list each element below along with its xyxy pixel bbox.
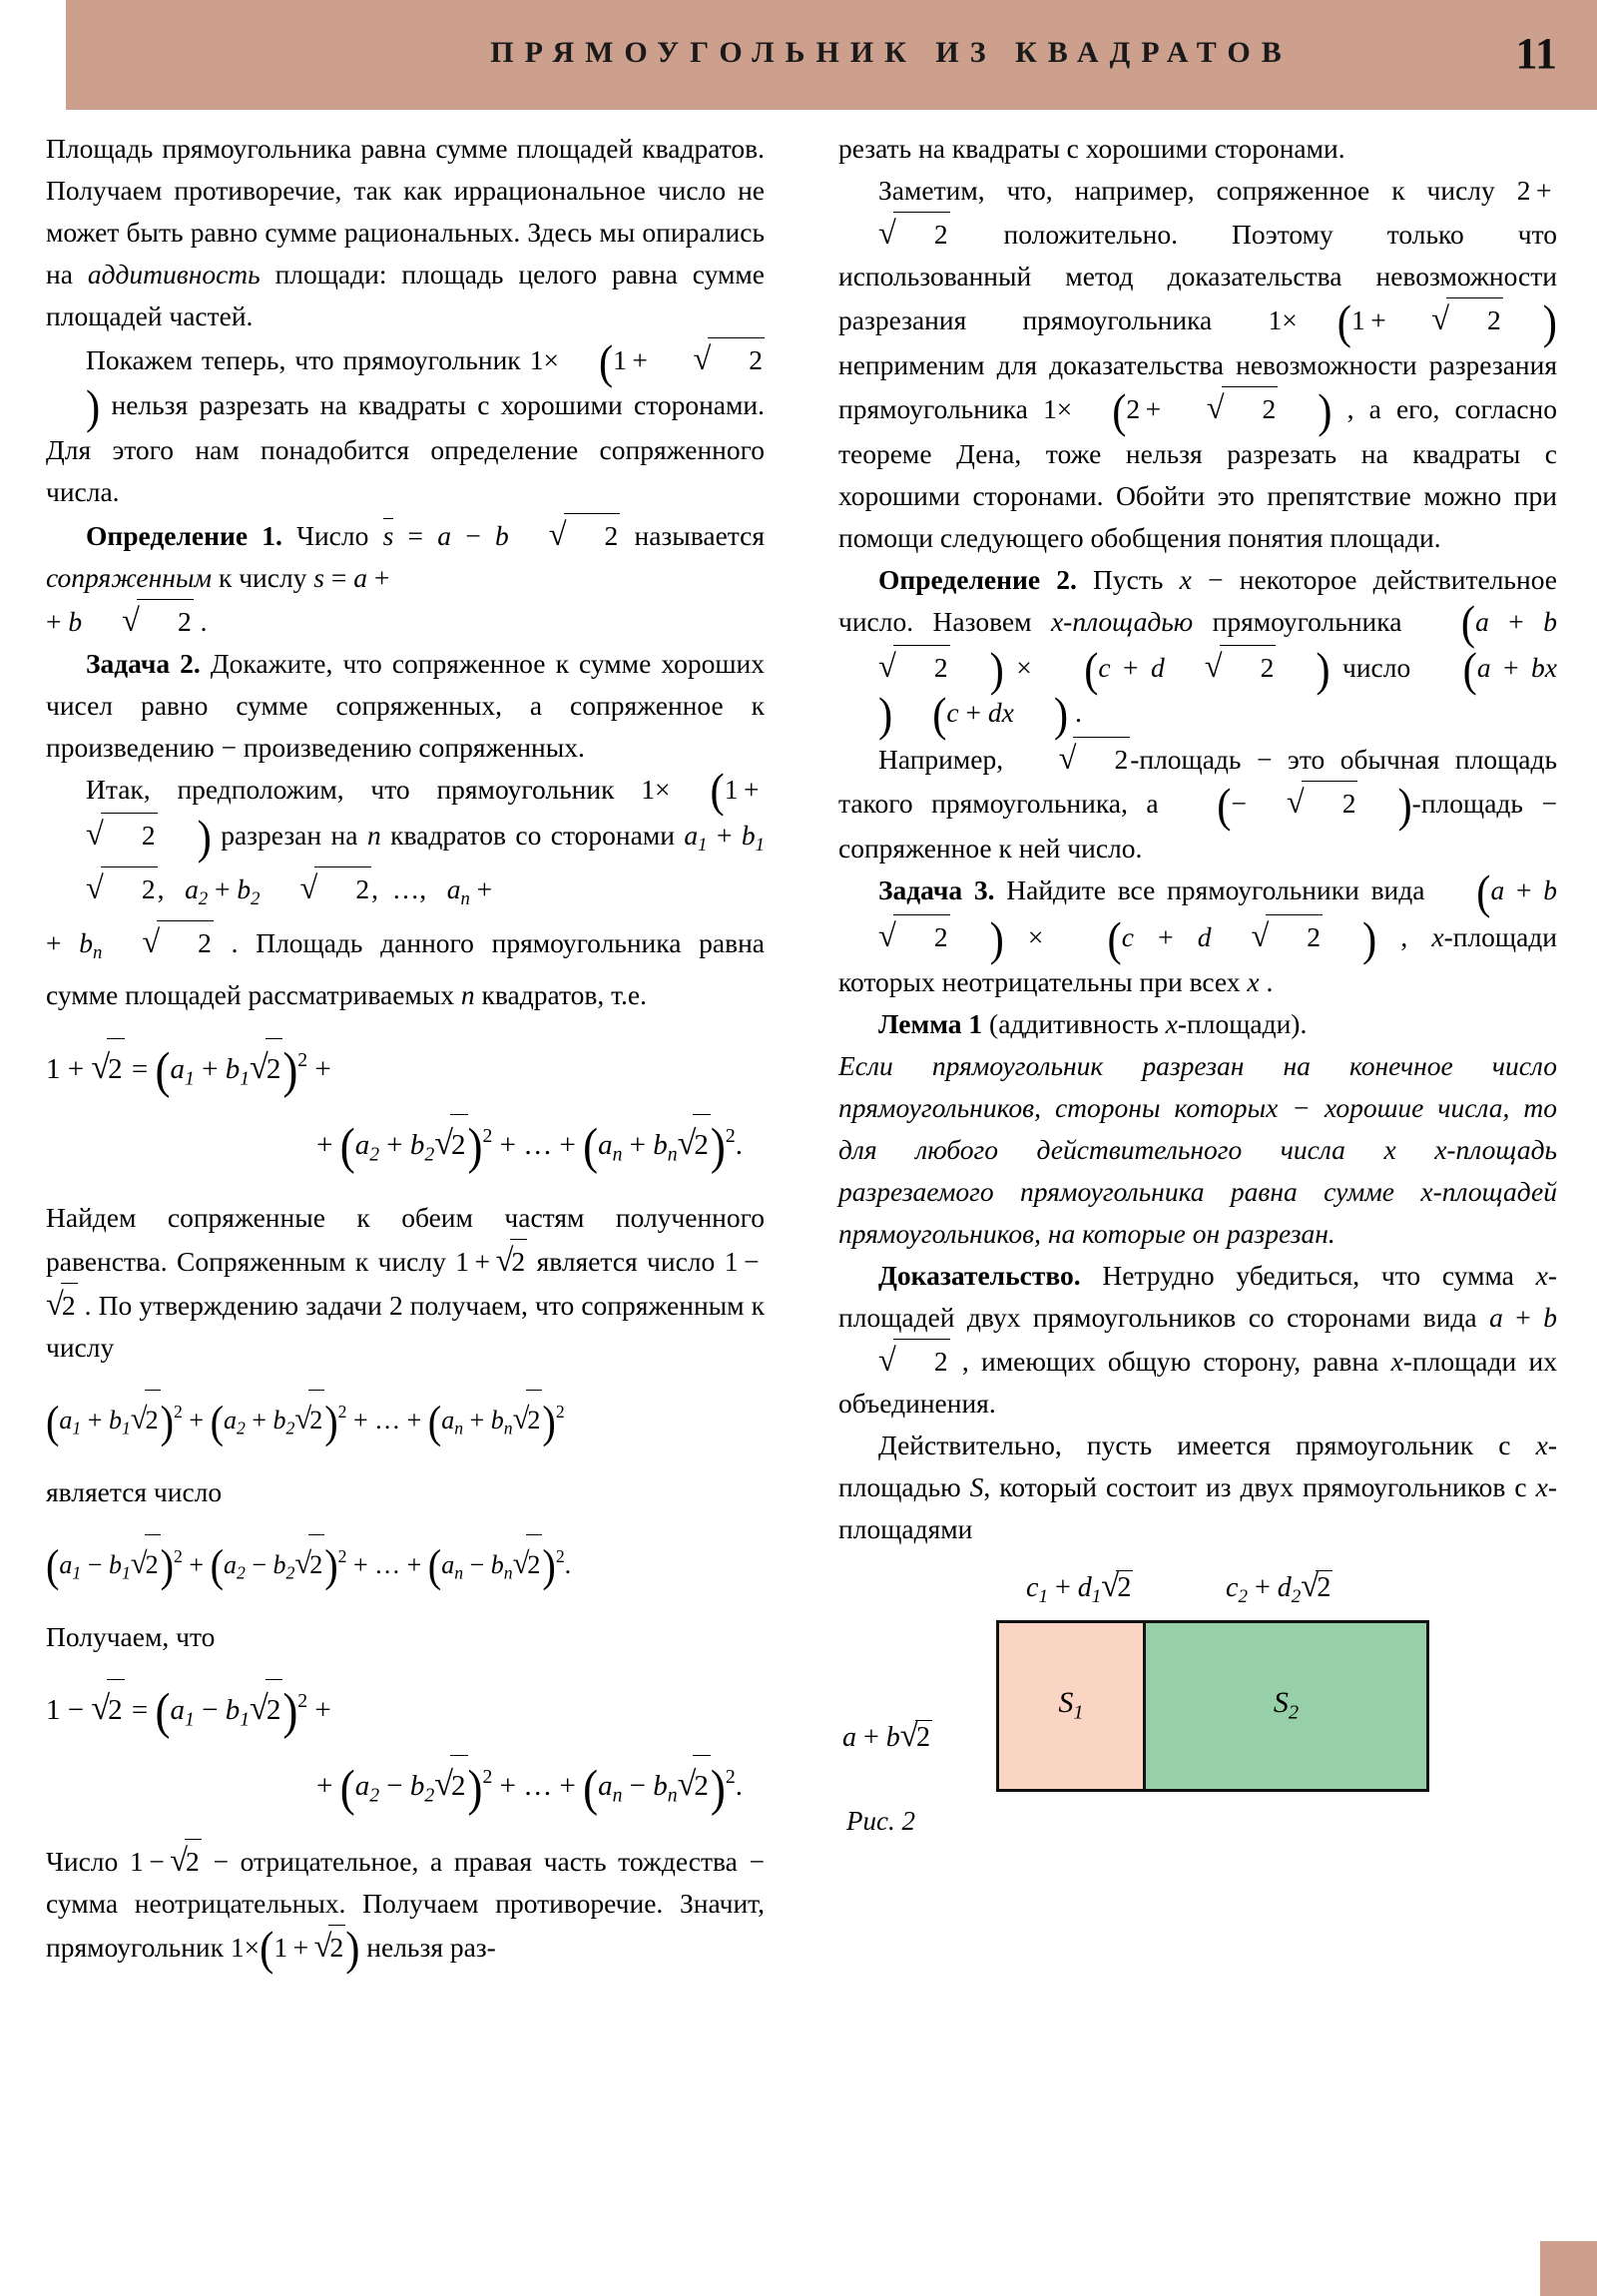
task-2-label: Задача 2. [86, 647, 201, 679]
text-emphasis-x-area: x-площадью [1050, 605, 1194, 637]
math-var-S: S [969, 1470, 984, 1502]
equation-conjugate-rhs: $(a_1 - b_1√2)^2 + (a_2 - b_2√2)^2$ + … + $(a_n - b_n√2)^2$. [46, 1527, 765, 1602]
text-run: квадратов со сторонами [380, 820, 685, 852]
paragraph-is-number: является число [46, 1475, 223, 1507]
math-2-plus-sqrt2: 2 + √ 2 [838, 175, 1557, 250]
math-var-x: x [1179, 563, 1192, 595]
math-s-equals: s = a + [313, 561, 390, 593]
text-run: число [1330, 652, 1423, 684]
text-run: -площадь − сопряженное к ней число. [838, 788, 1558, 863]
math-var-x-4: x [1165, 1007, 1178, 1039]
definition-1-label: Определение 1. [86, 519, 282, 551]
text-run: -площадями [838, 1470, 1558, 1544]
math-inline-1x1plussqrt2: 1× (1 + √ 2) [86, 335, 763, 434]
math-1-minus-sqrt2: 1 − √2 [46, 1246, 765, 1321]
text-run: . [1259, 965, 1274, 997]
paragraph-definition-2 [838, 559, 1558, 742]
math-inline-1x2plussqrt2: 1× (2 + √ 2 ) [1042, 384, 1332, 438]
text-run: . [1068, 697, 1082, 729]
math-minus-sqrt2: (− √ 2 ) [1217, 779, 1412, 833]
equation-conjugate-lhs: $(a_1 + b_1√2)^2 + (a_2 + b_2√2)^2$ + … + $(a_n + b_n√2)^2$ [46, 1383, 765, 1457]
text-run: Нетрудно убедиться, что сумма [1080, 1259, 1536, 1291]
paragraph-lemma-statement: Если прямоугольник разрезан на конечное число прямоугольников, стороны которых − хорошие числа, то для любого действительного числа x x-площадь разрезаемого прямоугольника равна сумме x-площадей прямоугольников, на которые он разрезан. [838, 1049, 1557, 1249]
math-plus-bsqrt2: + b √ 2 [46, 606, 194, 637]
text-run: к числу [212, 561, 314, 593]
text-run: -площадью [838, 1429, 1557, 1502]
paragraph-lemma-1 [838, 1003, 1557, 1045]
text-run: площади: площадь целого равна сумме площадей частей. [46, 259, 765, 331]
math-inline-1x1plussqrt2-c: 1×(1 + √2) [230, 1923, 360, 1977]
figure-cell-s1 [999, 1623, 1146, 1789]
math-sides-list: $a_1 + b_1√$ 2, $a_2 + b_2$ √ 2, …, $a_n$ + [86, 820, 766, 910]
text-run: − некоторое действительное число. Назовем [838, 563, 1557, 637]
paragraph-definition-1 [46, 513, 765, 643]
math-var-n2: n [460, 979, 475, 1011]
math-var-x-8: x [1535, 1470, 1548, 1502]
text-run: неприменим для доказательства невозможности разрезания прямоугольника [838, 348, 1557, 424]
paragraph-we-get: Получаем, что [46, 1620, 216, 1652]
definition-2-label: Определение 2. [878, 563, 1077, 595]
paragraph-example-sqrt2-area [838, 737, 1557, 869]
math-abx-cdx: (a + bx) (c + dx ) [878, 644, 1558, 742]
figure-label-a-plus-b-sqrt2: a + b√2 [842, 1717, 930, 1754]
math-inline-1x1plussqrt2-b: 1× (1 + √ 2 ) [86, 765, 765, 865]
text-run: Покажем теперь, что прямоугольник [86, 344, 530, 375]
figure-cell-s1-label: $S_1$ [1058, 1686, 1084, 1724]
text-run: , а его, согласно теореме Дена, тоже нельзя разрезать на квадраты с хорошими сторонами. Обойти это препятствие можно при помощи следующего обобщения понятия площади. [838, 392, 1557, 553]
text-run: -площади). [1177, 1007, 1308, 1039]
text-run: . [193, 605, 208, 637]
text-run: . Площадь данного прямоугольника равна сумме площадей рассматриваемых [46, 927, 765, 1011]
text-run: Число [46, 1845, 130, 1877]
text-run: -площади их объединения. [838, 1345, 1557, 1419]
math-var-x-5: x [1535, 1259, 1548, 1291]
paragraph-assume-cut [46, 765, 766, 1017]
paragraph-show-rectangle [46, 337, 765, 513]
text-run: разрезан на [211, 820, 367, 852]
page-header-bar [66, 0, 1597, 110]
text-run: нельзя раз- [359, 1931, 496, 1963]
text-emphasis-additivity: аддитивность [87, 259, 261, 289]
page-corner-accent [1540, 2241, 1597, 2296]
text-run: Пусть [1076, 563, 1180, 595]
text-run: является число [527, 1246, 725, 1278]
text-run: . По утверждению задачи 2 получаем, что сопряженным к числу [46, 1290, 765, 1364]
paragraph-contradiction [46, 1839, 765, 1977]
text-run: Например, [878, 744, 1019, 776]
text-run: положительно. Поэтому только что использованный метод доказательства невозможности разрезания прямоугольника [838, 219, 1557, 335]
figure-cell-s2 [1146, 1623, 1426, 1789]
figure-cell-s2-label: $S_2$ [1273, 1686, 1300, 1724]
text-run: Площадь прямоугольника равна сумме площадей квадратов. Получаем противоречие, так как иррациональное число не может быть равно сумме рациональных. Здесь мы опирались на [46, 133, 765, 289]
math-var-x-3: x [1247, 965, 1260, 997]
text-run: называется [620, 519, 765, 551]
text-emphasis-conjugate: сопряженным [46, 561, 213, 593]
figure-caption: Рис. 2 [846, 1805, 915, 1836]
task-3-label: Задача 3. [878, 873, 995, 905]
figure-label-c1-d1: $c_1 + d_1√2$ [1026, 1567, 1132, 1607]
text-run: -площадь − это обычная площадь такого прямоугольника, а [838, 744, 1557, 820]
figure-top-labels [838, 1568, 1557, 1614]
paragraph-cut-continuation: резать на квадраты с хорошими сторонами. [838, 133, 1345, 164]
text-run: прямоугольника [1193, 605, 1421, 637]
text-run: Найдем сопряженные к обеим частям полученного равенства. Сопряженным к числу [46, 1202, 765, 1278]
math-a-plus-b-sqrt2: a + b√ 2 [838, 1302, 1557, 1377]
text-run: Найдите все прямоугольники вида [994, 873, 1437, 905]
text-run: -площадей двух прямоугольников со сторонами вида [838, 1259, 1557, 1333]
math-product-a-b-c-d-2: (a + b√ 2 ) × (c + d √ 2 ) [878, 865, 1557, 966]
text-run: , имеющих общую сторону, равна [949, 1345, 1391, 1377]
figure-2 [838, 1568, 1557, 1868]
figure-label-c2-d2: $c_2 + d_2√2$ [1226, 1567, 1331, 1607]
text-run: Действительно, пусть имеется прямоугольник с [878, 1429, 1536, 1460]
paragraph-indeed [838, 1425, 1557, 1550]
paragraph-task-3 [838, 865, 1558, 1003]
math-var-x-7: x [1535, 1429, 1548, 1460]
math-product-a-b-c-d: (a + b√ 2 ) × (c + d √ 2 ) [878, 597, 1557, 698]
math-plus-bn-sqrt2: + $b_n$ √ 2 [46, 927, 214, 958]
text-run: -площади которых неотрицательны при всех [838, 920, 1558, 997]
text-run: Заметим, что, например, сопряженное к числу [878, 175, 1517, 206]
page-title: ПРЯМОУГОЛЬНИК ИЗ КВАДРАТОВ [490, 36, 1293, 69]
math-var-x-2: x [1431, 920, 1444, 952]
paragraph-area-sum [46, 128, 765, 337]
right-column [838, 128, 1557, 1868]
text-run: Докажите, что сопряженное к сумме хороших чисел равно сумме сопряженных, а сопряженное к произведению − произведению сопряженных. [46, 647, 765, 763]
paragraph-task-2 [46, 643, 765, 769]
math-1-minus-sqrt2-b: 1 − √2 [130, 1846, 202, 1877]
text-run: , который состоит из двух прямоугольников с [983, 1470, 1536, 1502]
figure-rectangle [996, 1620, 1429, 1792]
paragraph-proof [838, 1255, 1557, 1425]
math-1-plus-sqrt2: 1 + √2 [455, 1246, 527, 1277]
math-conjugate-def: s = a − b √ 2 [383, 520, 621, 551]
equation-1-minus-sqrt2: $1 - √2 = (a_1 - b_1√2)^2$ + + $(a_2 - b_2√2)^2$ + … + $(a_n - b_n√2)^2$. [46, 1672, 765, 1825]
text-run: квадратов, т.е. [474, 979, 648, 1011]
math-sqrt2: √ 2 [1019, 744, 1131, 775]
left-column [46, 128, 766, 1977]
text-run: , [1376, 920, 1432, 952]
text-run: Итак, предположим, что прямоугольник [86, 773, 642, 805]
page-number: 11 [1515, 29, 1557, 78]
page-body [0, 110, 1597, 2296]
equation-area-sum-of-squares: $1 + √2 = (a_1 + b_1√2)^2$ + + $(a_2 + b_2√2)^2$ + … + $(a_n + b_n√2)^2$. [46, 1030, 765, 1183]
math-inline-1x1plussqrt2-d: 1× (1 + √ 2 ) [1268, 295, 1557, 349]
lemma-1-label: Лемма 1 [878, 1007, 983, 1039]
paragraph-note-conjugate [838, 170, 1557, 559]
text-run: Число [281, 519, 383, 551]
text-run: (аддитивность [982, 1007, 1166, 1039]
paragraph-find-conjugates [46, 1197, 765, 1369]
math-var-x-6: x [1390, 1345, 1403, 1377]
text-run: нельзя разрезать на квадраты с хорошими сторонами. Для этого нам понадобится определение сопряженного числа. [46, 388, 765, 507]
proof-label: Доказательство. [878, 1259, 1081, 1291]
text-run: − отрицательное, а правая часть тождества − сумма неотрицательных. Получаем противоречие. Значит, прямоугольник [46, 1845, 765, 1963]
math-var-n: n [366, 820, 381, 852]
